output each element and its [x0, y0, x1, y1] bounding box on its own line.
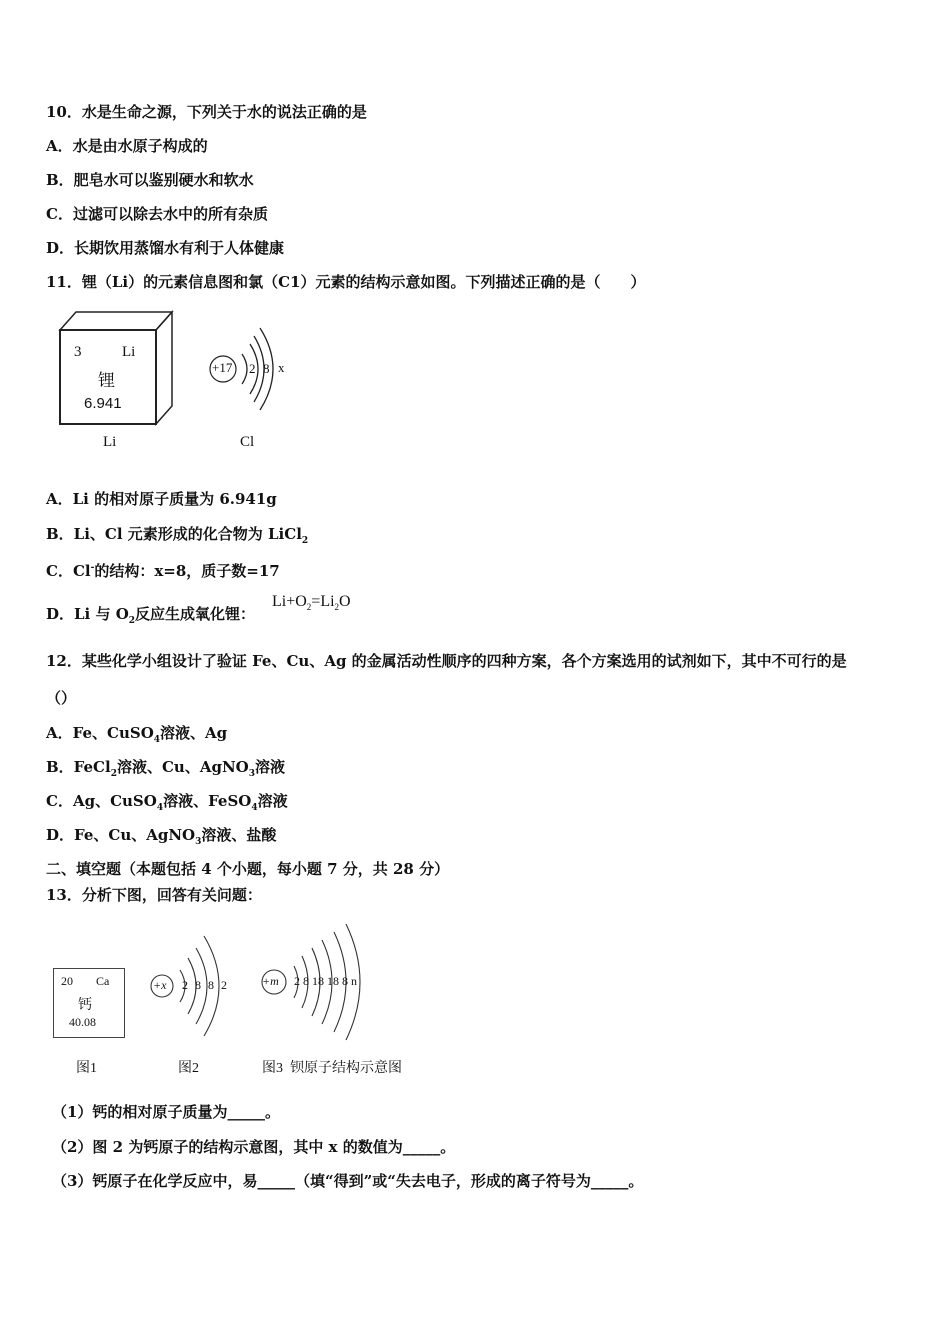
li-caption: Li — [103, 434, 117, 450]
q13-stem: 13．分析下图，回答有关问题： — [46, 886, 262, 904]
cl-structure-diagram — [204, 318, 304, 418]
q12-option-c: C．Ag、CuSO$_4$溶液、FeSO$_4$溶液 — [46, 792, 288, 813]
fig3-nucleus: +m — [262, 974, 279, 988]
q11-option-a: A．Li 的相对原子质量为 6.941g — [46, 490, 277, 508]
section-2-heading: 二、填空题（本题包括 4 个小题，每小题 7 分，共 28 分） — [46, 860, 450, 878]
q11-option-c: C．Cl-的结构：x=8，质子数=17 — [46, 562, 280, 580]
li-element-card — [58, 310, 178, 430]
ca-symbol: Ca — [96, 974, 110, 988]
fig2-structure-diagram — [146, 930, 246, 1046]
fig1-caption: 图1 — [76, 1061, 97, 1076]
cl-nucleus: +17 — [212, 360, 233, 375]
q11-stem: 11．锂（Li）的元素信息图和氯（C1）元素的结构示意如图。下列描述正确的是（ ） — [46, 273, 646, 291]
li-cube-outline — [58, 310, 178, 430]
ca-name: 钙 — [78, 998, 92, 1013]
q12-option-d: D．Fe、Cu、AgNO$_3$溶液、盐酸 — [46, 826, 277, 847]
cl-shell-3: x — [278, 360, 285, 375]
q13-sub3: （3）钙原子在化学反应中，易_____（填“得到”或“失去电子，形成的离子符号为_____。 — [52, 1172, 644, 1190]
fig3-structure-diagram — [256, 922, 386, 1050]
q10-option-b: B．肥皂水可以鉴别硬水和软水 — [46, 171, 254, 189]
fig2-shells: 2 8 8 2 — [182, 978, 229, 992]
q12-option-b: B．FeCl$_2$溶液、Cu、AgNO$_3$溶液 — [46, 758, 285, 779]
ca-element-card — [53, 968, 125, 1038]
cl-caption: Cl — [240, 434, 255, 450]
q11-option-b: B．Li、Cl 元素形成的化合物为 LiCl$_2$ — [46, 525, 309, 546]
q11-equation: $Li+O_2=Li_2O$ — [272, 593, 351, 613]
q10-option-a: A．水是由水原子构成的 — [46, 137, 208, 155]
li-atomic-number: 3 — [74, 344, 82, 360]
ca-atomic-number: 20 — [61, 974, 73, 988]
fig3-caption: 图3 钡原子结构示意图 — [262, 1061, 402, 1076]
ca-atomic-mass: 40.08 — [69, 1015, 96, 1029]
fig2-caption: 图2 — [178, 1061, 199, 1076]
q12-paren: （） — [46, 689, 77, 707]
q12-option-a: A．Fe、CuSO$_4$溶液、Ag — [46, 724, 228, 745]
q13-sub1: （1）钙的相对原子质量为_____。 — [52, 1103, 280, 1121]
q12-stem: 12．某些化学小组设计了验证 Fe、Cu、Ag 的金属活动性顺序的四种方案，各个方案选用的试剂如下，其中不可行的是 — [46, 652, 847, 670]
cl-shell-1: 2 — [249, 361, 256, 376]
fig3-shells: 2 8 18 18 8 n — [294, 974, 357, 988]
q10-option-c: C．过滤可以除去水中的所有杂质 — [46, 205, 268, 223]
q10-option-d: D．长期饮用蒸馏水有利于人体健康 — [46, 239, 285, 257]
li-symbol: Li — [122, 344, 136, 360]
q13-sub2: （2）图 2 为钙原子的结构示意图，其中 x 的数值为_____。 — [52, 1138, 456, 1156]
cl-shell-2: 8 — [263, 361, 270, 376]
q10-stem: 10．水是生命之源，下列关于水的说法正确的是 — [46, 103, 367, 121]
q11-option-d: D．Li 与 $O_2$反应生成氧化锂： — [46, 605, 256, 626]
fig2-nucleus: +x — [153, 978, 167, 992]
li-atomic-mass: 6.941 — [84, 395, 122, 412]
li-name: 锂 — [98, 371, 115, 390]
